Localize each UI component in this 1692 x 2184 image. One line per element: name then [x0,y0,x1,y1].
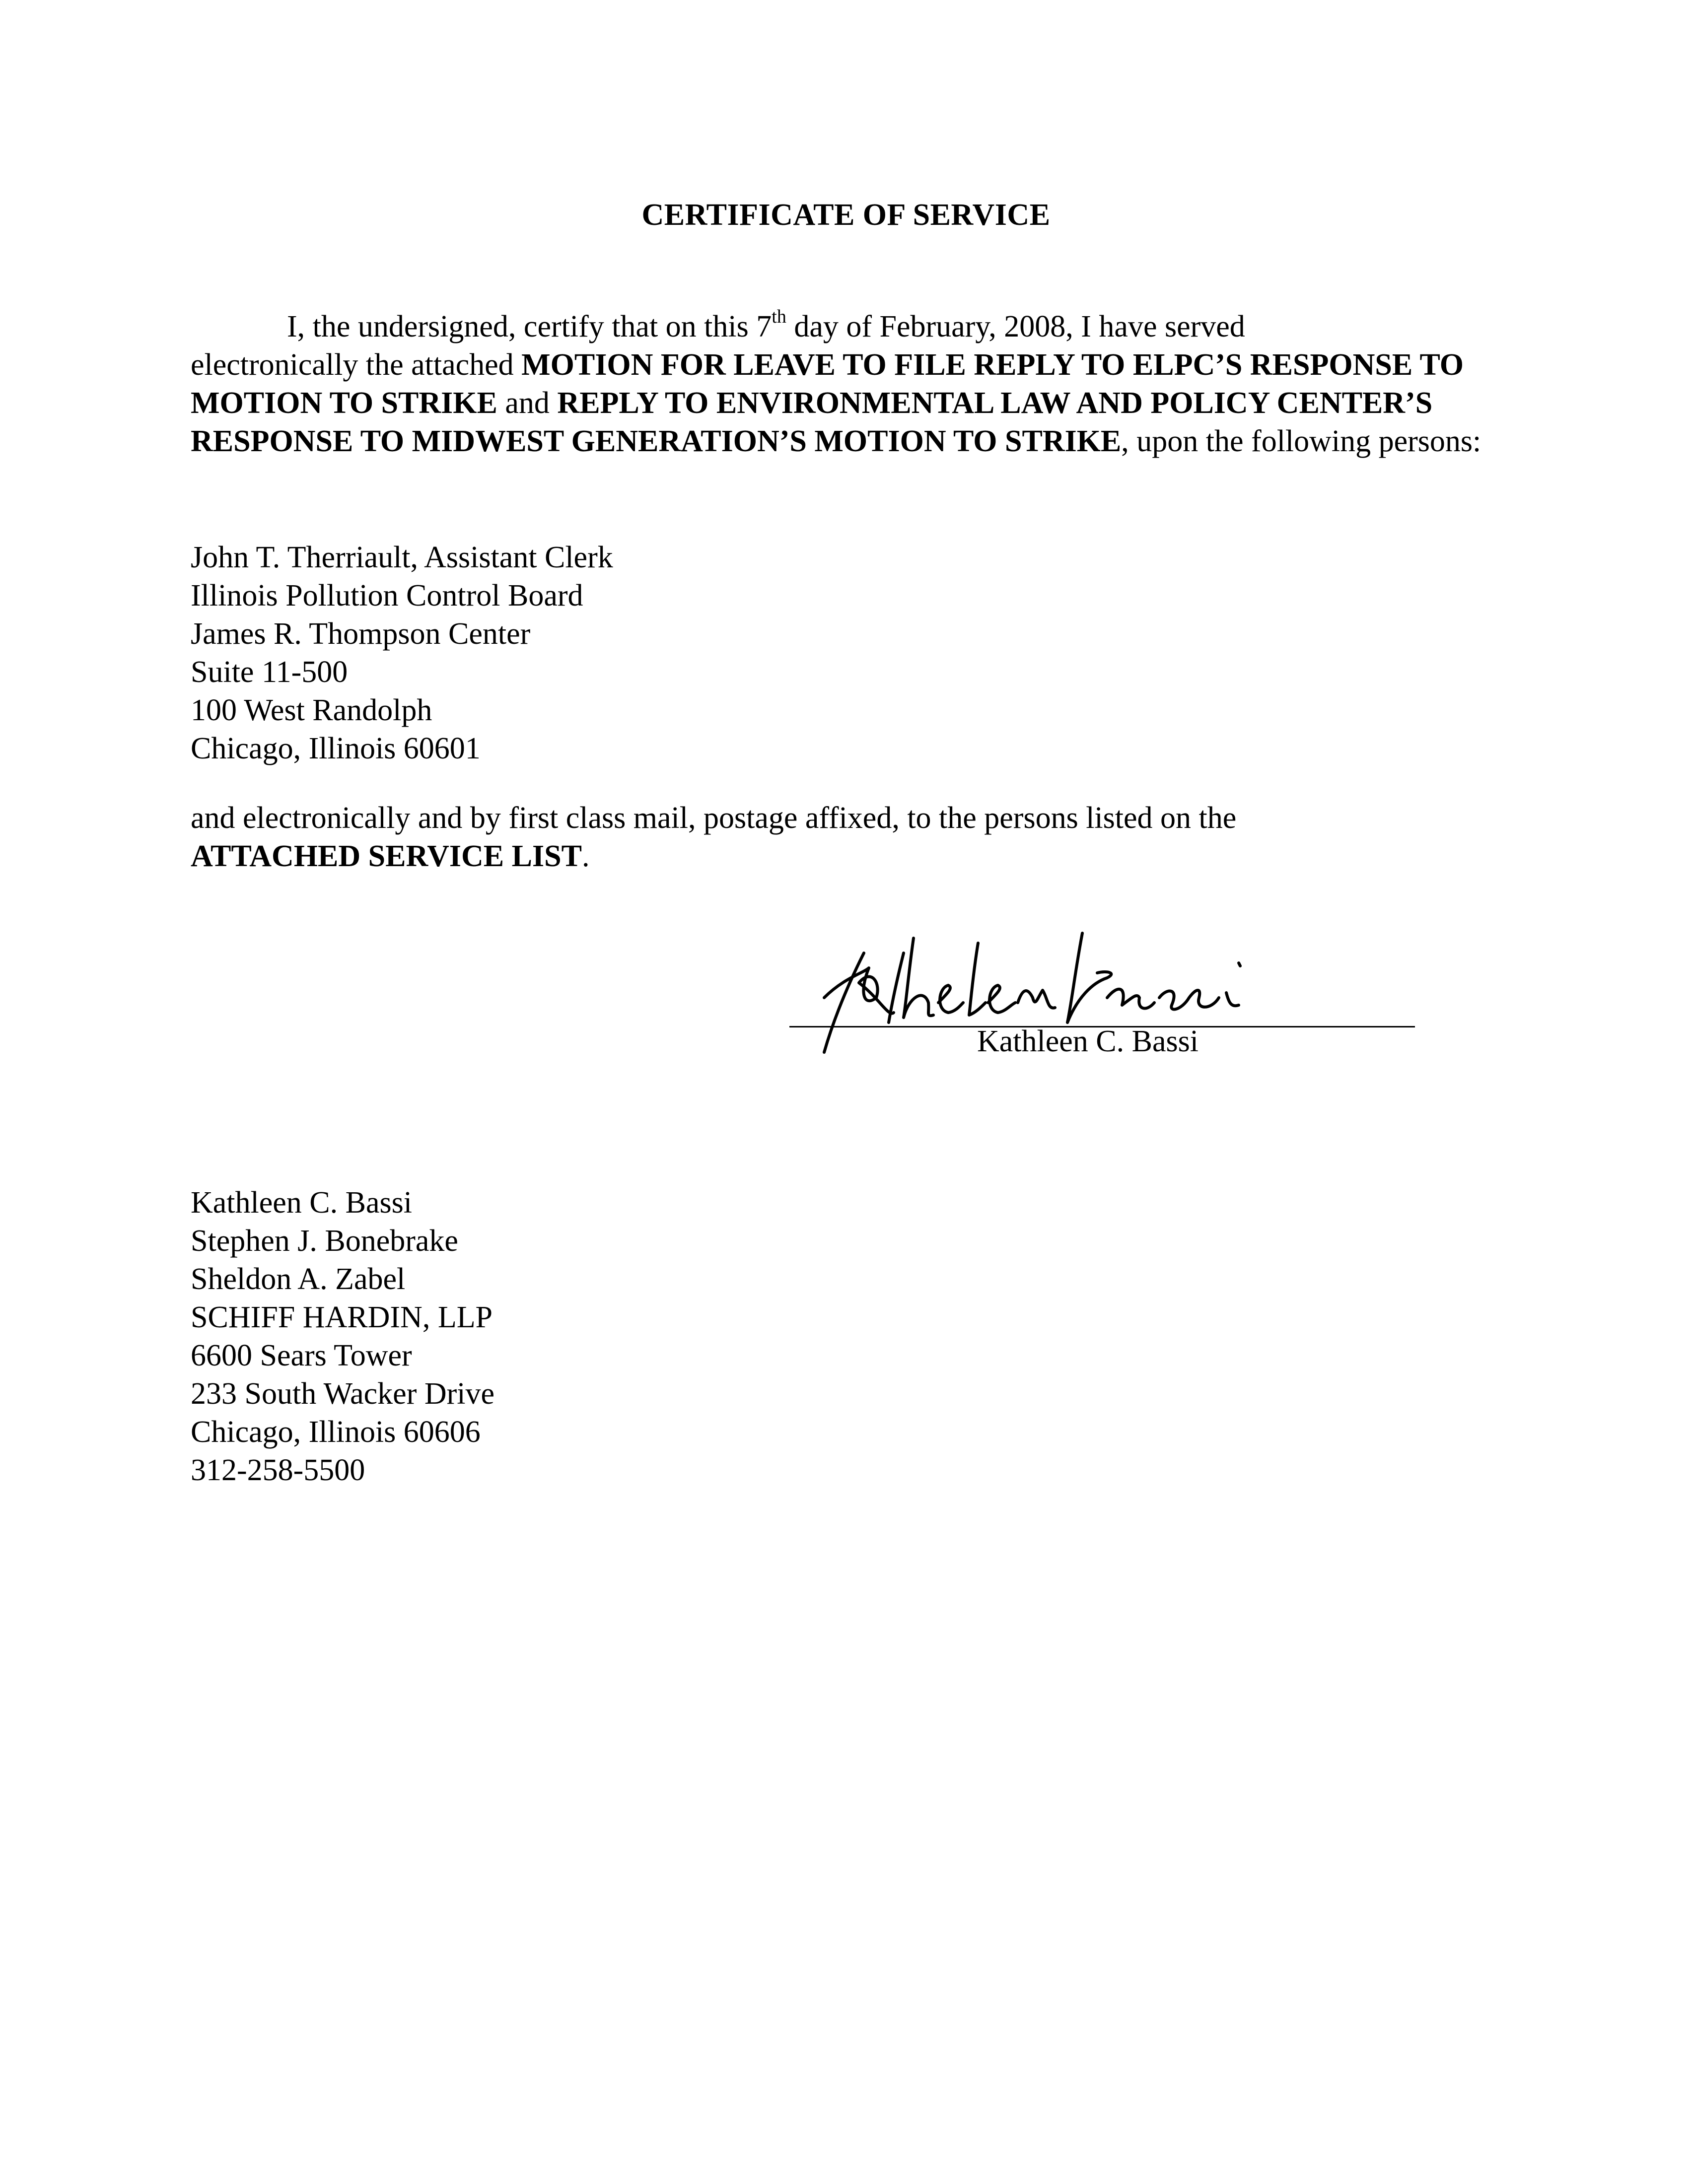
served-document-1: MOTION FOR LEAVE TO FILE REPLY TO ELPC’S RESPONSE TO MOTION TO STRIKE [191,348,1464,420]
recipient-address-line: James R. Thompson Center [191,617,531,651]
ordinal-suffix: th [772,306,786,328]
sender-address-line: 6600 Sears Tower [191,1339,412,1372]
cert-line2-start: electronically the attached [191,348,522,382]
recipient-address-line: Suite 11-500 [191,655,348,689]
cert-tail: , upon the following persons: [1121,424,1481,458]
cert-date-rest: day of February, 2008, I have served [786,310,1245,343]
recipient-address-line: Chicago, Illinois 60601 [191,732,481,765]
cert-lead: I, the undersigned, certify that on this 7 [287,310,772,343]
sender-address-line: Stephen J. Bonebrake [191,1224,458,1258]
sender-address-line: 312-258-5500 [191,1453,365,1487]
certification-paragraph [191,308,1501,461]
sender-address-block [191,1184,494,1490]
recipient-address-block [191,539,613,768]
served-document-2: REPLY TO ENVIRONMENTAL LAW AND POLICY CENTER’S RESPONSE TO MIDWEST GENERATION’S MOTION TO STRIKE [191,386,1433,458]
document-title: CERTIFICATE OF SERVICE [641,198,1051,232]
sender-address-line: Chicago, Illinois 60606 [191,1415,481,1449]
sender-address-line: SCHIFF HARDIN, LLP [191,1300,493,1334]
signature-block [789,923,1415,1072]
attached-service-list: ATTACHED SERVICE LIST [191,839,582,873]
printed-signer-name: Kathleen C. Bassi [977,1024,1198,1058]
sender-address-line: 233 South Wacker Drive [191,1377,495,1411]
recipient-address-line: Illinois Pollution Control Board [191,579,583,613]
sender-address-line: Kathleen C. Bassi [191,1186,412,1220]
recipient-address-line: John T. Therriault, Assistant Clerk [191,541,613,574]
service-note-text: and electronically and by first class mail, postage affixed, to the persons listed on the [191,801,1237,835]
service-note-end: . [581,839,590,873]
recipient-address-line: 100 West Randolph [191,693,432,727]
cert-and: and [497,386,558,420]
service-note-paragraph [191,799,1501,876]
sender-address-line: Sheldon A. Zabel [191,1262,406,1296]
